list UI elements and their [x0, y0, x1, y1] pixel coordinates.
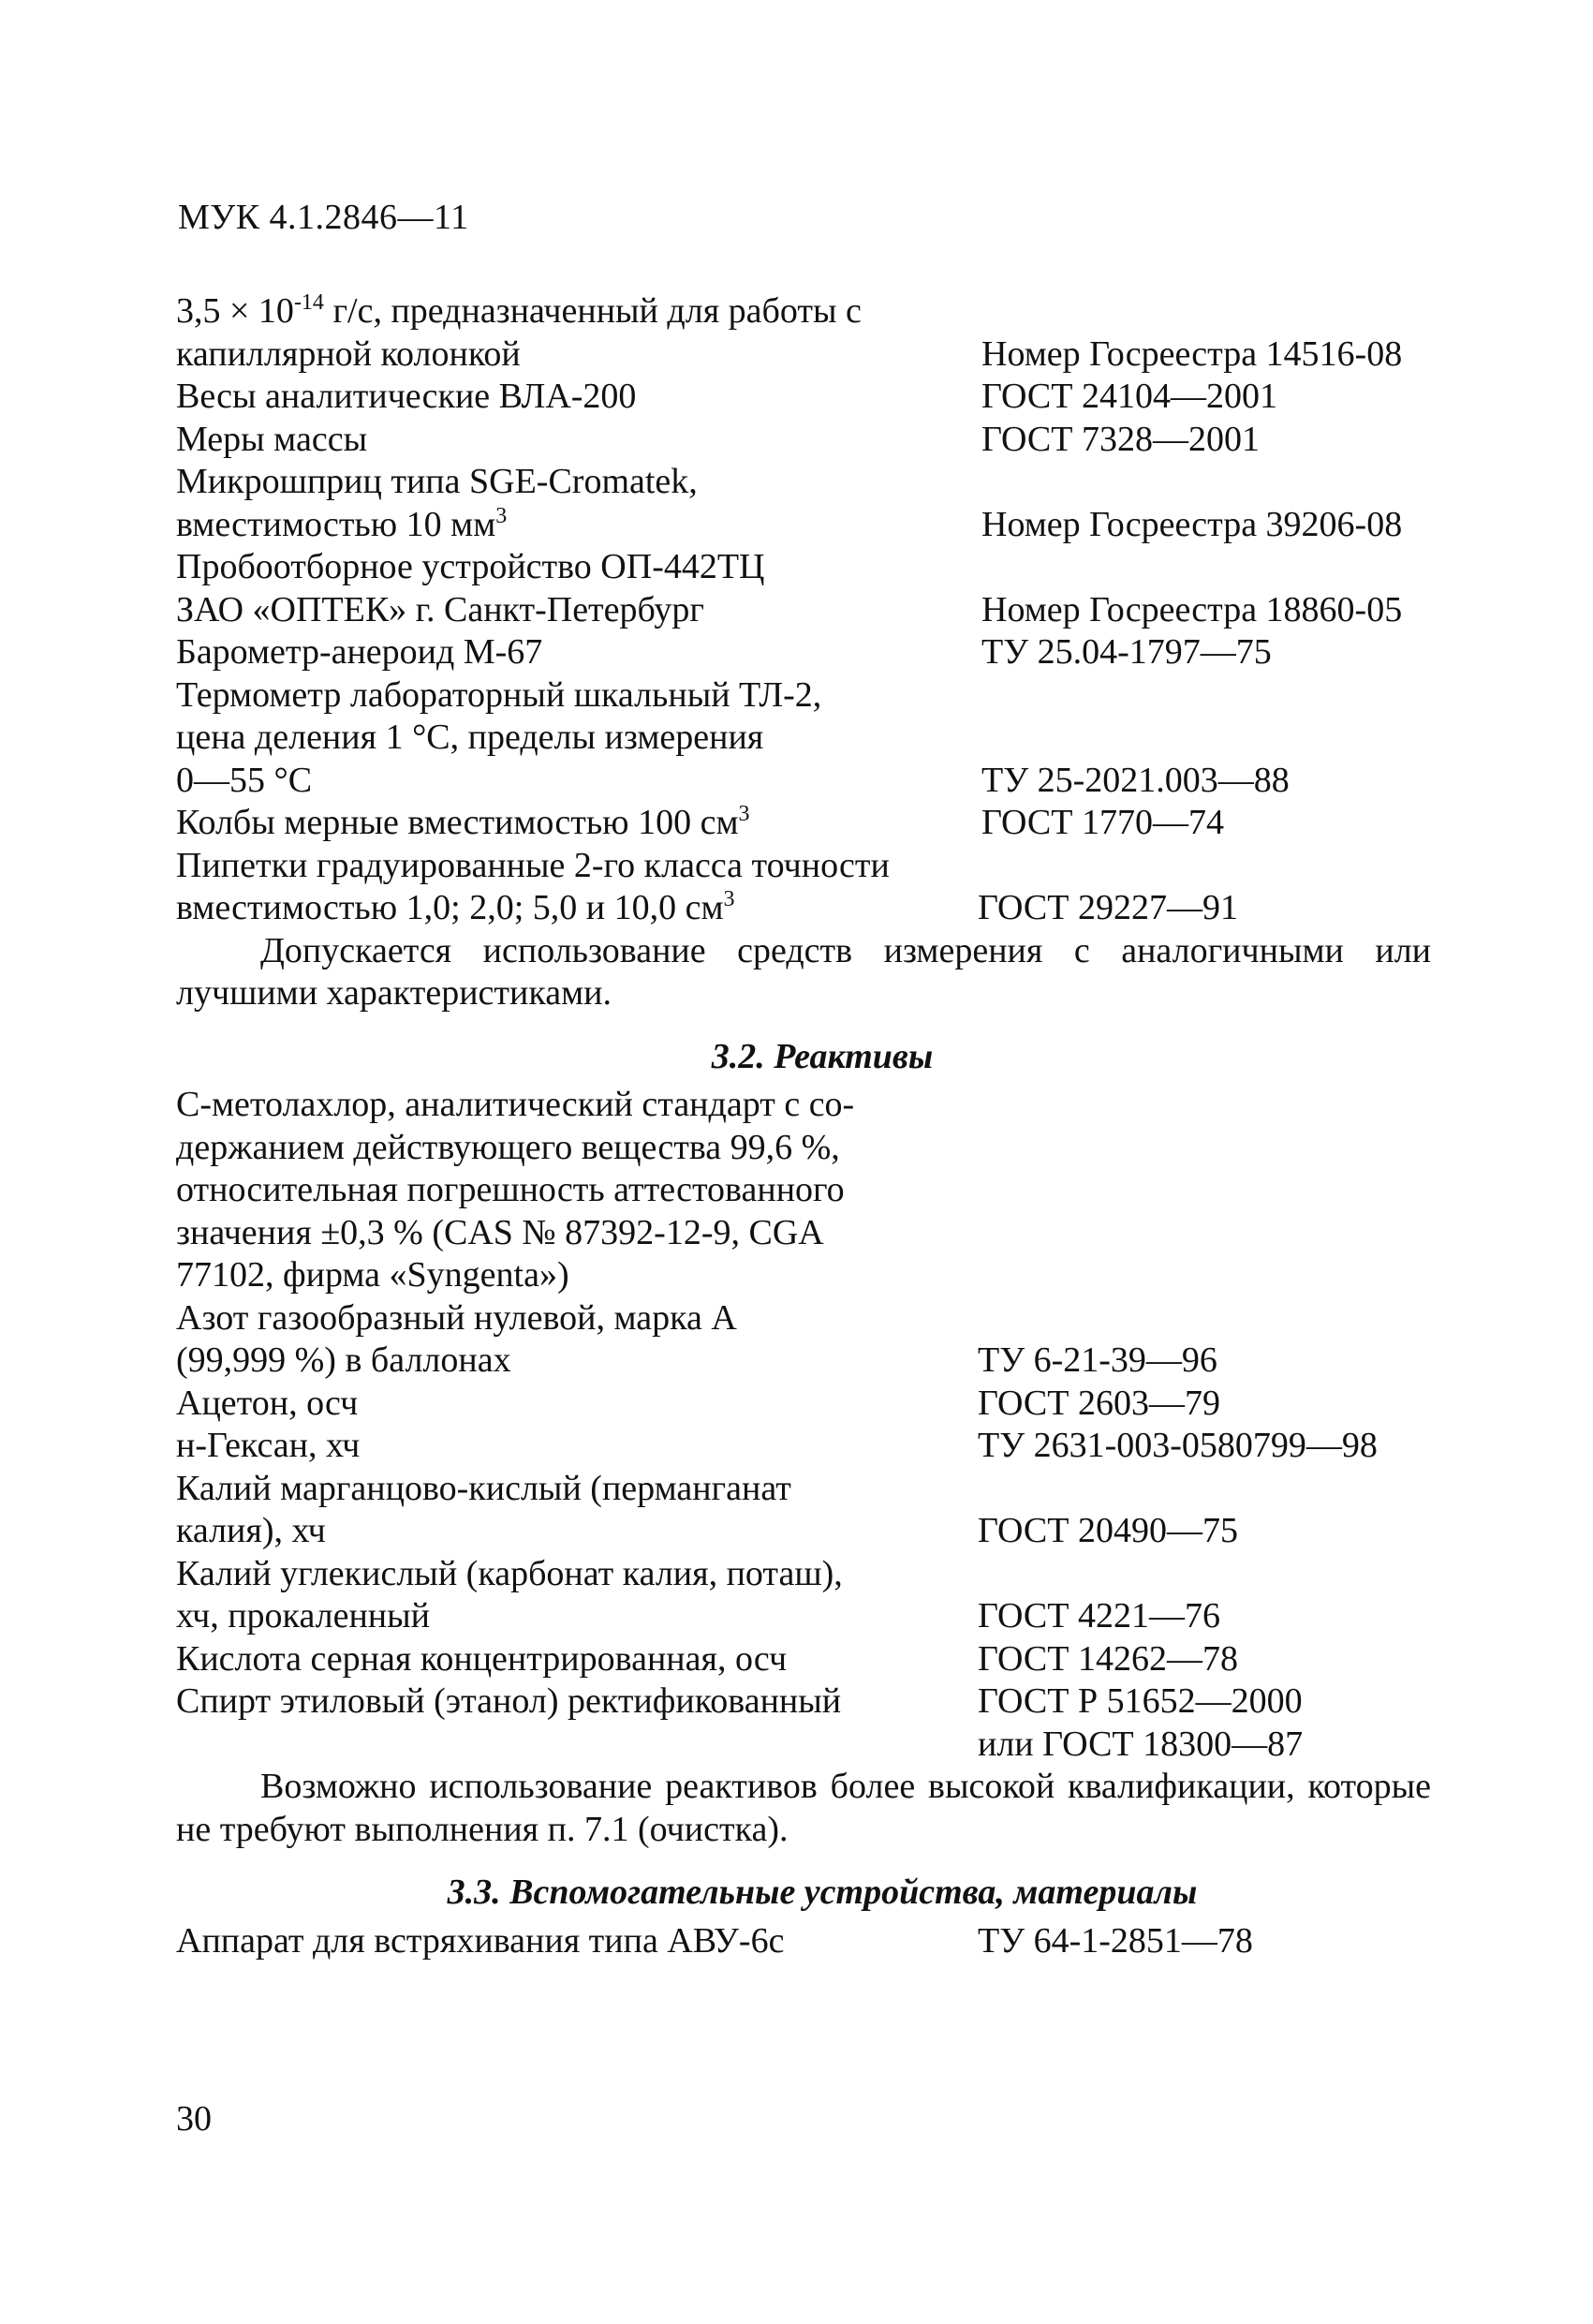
reagents-note: Возможно использование реактивов более высокой квалификации, которые не требуют выполнения п. 7.1 (очистка).: [176, 1767, 1431, 1849]
list-item: [176, 419, 1431, 462]
item-text: держанием действующего вещества 99,6 %,: [176, 1127, 840, 1167]
list-item: [176, 333, 1431, 377]
list-item: [176, 1724, 1431, 1767]
list-item: [176, 589, 1431, 632]
item-text: Меры массы: [176, 419, 368, 459]
item-reference: ГОСТ 7328—2001: [981, 419, 1260, 459]
list-item: [176, 1212, 1431, 1255]
list-item: [176, 1127, 1431, 1170]
superscript: 3: [738, 802, 750, 826]
item-reference: ТУ 6-21-39—96: [978, 1340, 1217, 1380]
item-reference: ГОСТ 1770—74: [981, 803, 1224, 842]
list-item: [176, 802, 1431, 845]
item-text: г/с, предназначенный для работы с: [323, 291, 862, 331]
item-reference: ГОСТ Р 51652—2000: [978, 1681, 1303, 1721]
instruments-note: Допускается использование средств измерения с аналогичными или лучшими характеристиками.: [176, 930, 1431, 1013]
item-reference: ГОСТ 14262—78: [978, 1638, 1238, 1679]
list-item: [176, 631, 1431, 674]
item-text: цена деления 1 °С, пределы измерения: [176, 718, 764, 757]
item-reference: ТУ 25.04-1797—75: [981, 632, 1272, 672]
item-reference: ТУ 2631-003-0580799—98: [978, 1426, 1378, 1465]
section-heading-reagents: 3.2. Реактивы: [711, 1036, 934, 1076]
list-item: [176, 1680, 1431, 1724]
section-heading-auxiliary: 3.3. Вспомогательные устройства, материалы: [447, 1873, 1198, 1912]
item-reference: ГОСТ 20490—75: [978, 1511, 1238, 1550]
item-text: 3,5 × 10: [176, 291, 294, 331]
item-text: Микрошприц типа SGE-Cromatek,: [176, 462, 698, 501]
item-text: Спирт этиловый (этанол) ректификованный: [176, 1681, 842, 1721]
list-item: [176, 1638, 1431, 1681]
item-text: Ацетон, осч: [176, 1383, 359, 1423]
item-reference: Номер Госреестра 18860-05: [981, 589, 1403, 629]
list-item: [176, 546, 1431, 589]
list-item: [176, 1084, 1431, 1127]
superscript: 3: [723, 887, 735, 911]
instruments-list: [176, 290, 1431, 930]
item-text: н-Гексан, хч: [176, 1426, 361, 1465]
item-text: С-метолахлор, аналитический стандарт с со-: [176, 1085, 855, 1124]
item-text: Термометр лабораторный шкальный ТЛ-2,: [176, 674, 822, 715]
list-item: [176, 376, 1431, 419]
list-item: [176, 887, 1431, 930]
item-reference: ТУ 64-1-2851—78: [978, 1920, 1253, 1961]
item-text: Калий углекислый (карбонат калия, поташ),: [176, 1553, 843, 1593]
item-text: значения ±0,3 % (CAS № 87392-12-9, CGA: [176, 1212, 824, 1252]
page-number: 30: [176, 2099, 212, 2139]
item-text: Кислота серная концентрированная, осч: [176, 1638, 788, 1679]
item-text: Весы аналитические ВЛА-200: [176, 377, 637, 416]
item-reference: ГОСТ 29227—91: [978, 888, 1238, 927]
item-text: относительная погрешность аттестованного: [176, 1170, 845, 1209]
list-item: [176, 1297, 1431, 1340]
superscript: 3: [495, 503, 508, 528]
list-item: [176, 845, 1431, 888]
item-text: 77102, фирма «Syngenta»): [176, 1255, 569, 1295]
auxiliary-list: [176, 1920, 1431, 1963]
list-item: [176, 760, 1431, 803]
item-text: калия), хч: [176, 1511, 326, 1550]
item-reference: ГОСТ 24104—2001: [981, 377, 1277, 416]
item-reference: или ГОСТ 18300—87: [978, 1724, 1304, 1764]
item-text: Пробоотборное устройство ОП-442ТЦ: [176, 547, 765, 586]
list-item: [176, 1425, 1431, 1468]
list-item: [176, 1340, 1431, 1383]
list-item: [176, 504, 1431, 547]
item-reference: Номер Госреестра 39206-08: [981, 504, 1403, 544]
page-content: [176, 290, 1431, 1962]
item-reference: ГОСТ 4221—76: [978, 1596, 1220, 1636]
list-item: [176, 674, 1431, 718]
item-reference: Номер Госреестра 14516-08: [981, 333, 1403, 374]
list-item: [176, 1169, 1431, 1212]
superscript: -14: [293, 290, 324, 315]
item-text: вместимостью 1,0; 2,0; 5,0 и 10,0 см: [176, 888, 724, 927]
item-text: Азот газообразный нулевой, марка А: [176, 1297, 737, 1338]
item-text: вместимостью 10 мм: [176, 504, 496, 544]
item-text: Колбы мерные вместимостью 100 см: [176, 803, 739, 842]
item-text: хч, прокаленный: [176, 1596, 431, 1636]
list-item: [176, 290, 1431, 333]
item-reference: ГОСТ 2603—79: [978, 1383, 1220, 1423]
list-item: [176, 1468, 1431, 1511]
list-item: [176, 1553, 1431, 1596]
item-reference: ТУ 25-2021.003—88: [981, 760, 1290, 800]
item-text: капиллярной колонкой: [176, 333, 521, 374]
item-text: Пипетки градуированные 2-го класса точности: [176, 845, 890, 885]
item-text: ЗАО «ОПТЕК» г. Санкт-Петербург: [176, 589, 705, 629]
item-text: Калий марганцово-кислый (перманганат: [176, 1468, 791, 1508]
item-text: (99,999 %) в баллонах: [176, 1340, 511, 1380]
item-text: Аппарат для встряхивания типа АВУ-6с: [176, 1920, 785, 1961]
reagents-list: [176, 1084, 1431, 1766]
list-item: [176, 1383, 1431, 1426]
item-text: Барометр-анероид М-67: [176, 632, 543, 672]
document-code-header: МУК 4.1.2846—11: [178, 198, 469, 237]
list-item: [176, 1254, 1431, 1297]
list-item: [176, 1595, 1431, 1638]
item-text: 0—55 °С: [176, 760, 313, 800]
list-item: [176, 717, 1431, 760]
list-item: [176, 461, 1431, 504]
list-item: [176, 1510, 1431, 1553]
list-item: [176, 1920, 1431, 1963]
